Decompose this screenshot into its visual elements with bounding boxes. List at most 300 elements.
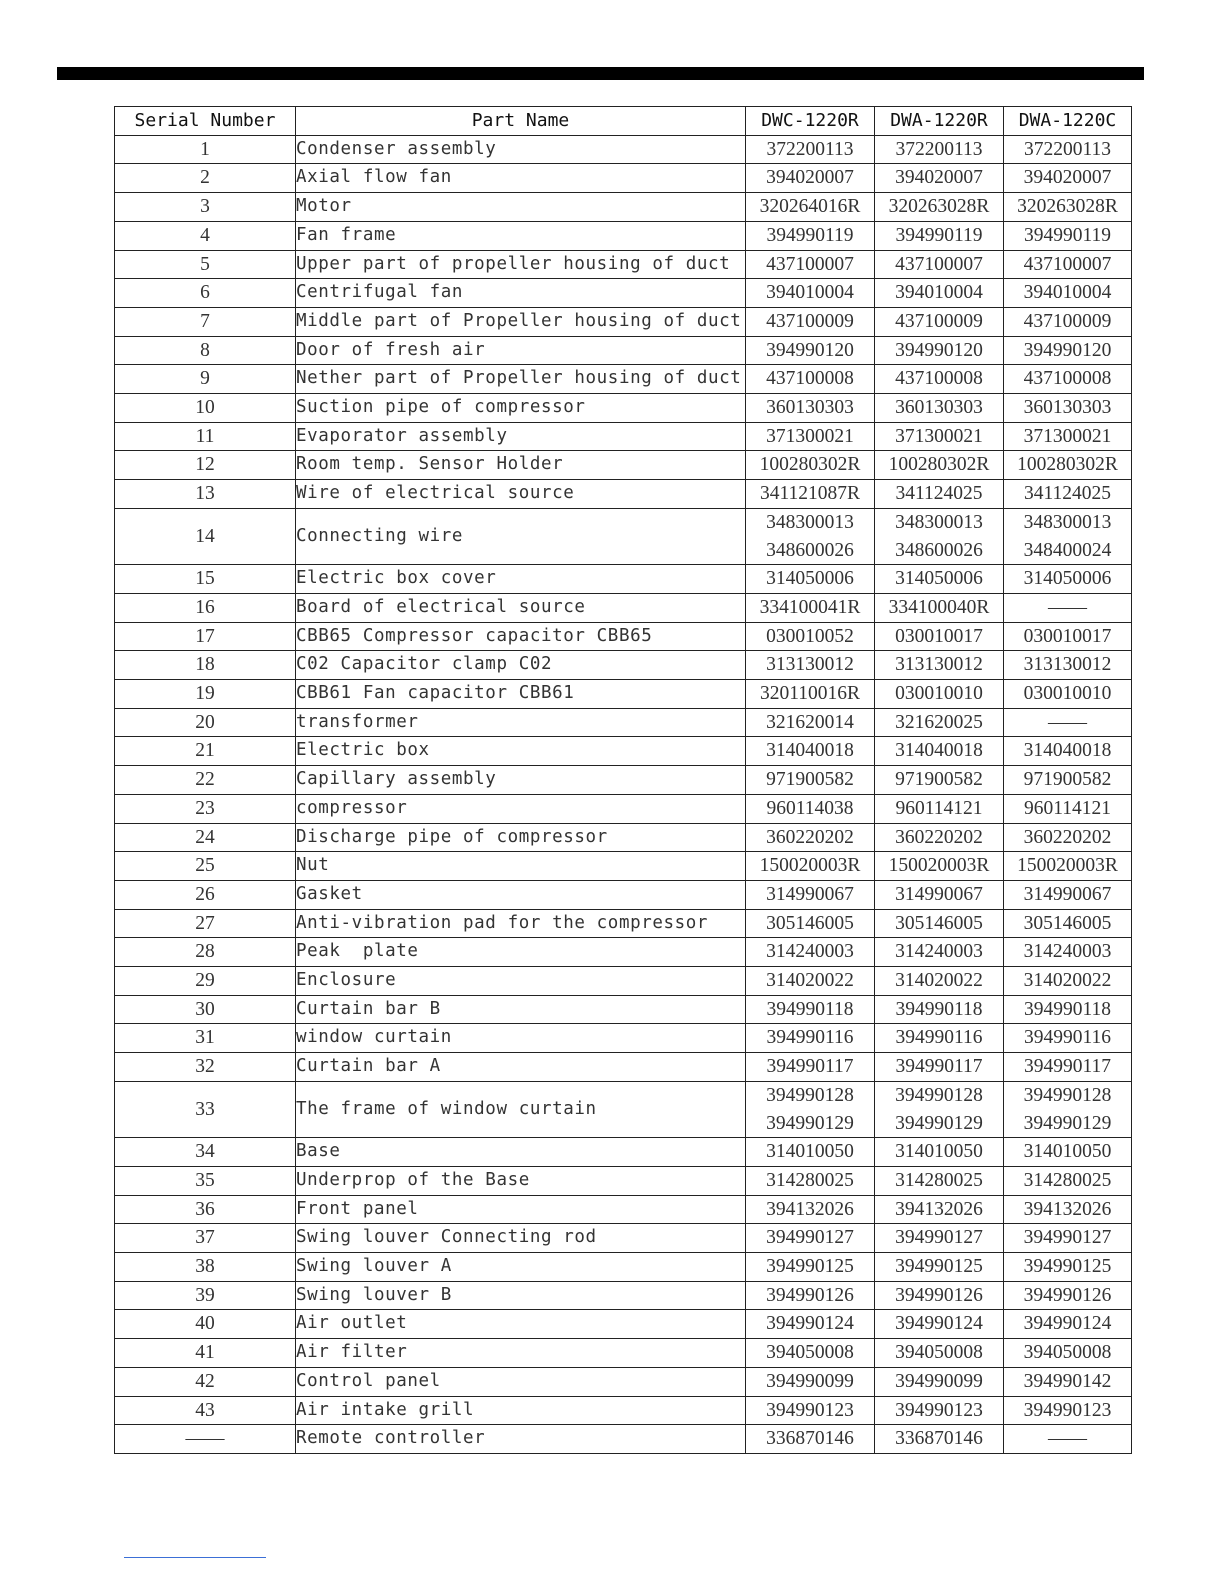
part-code: 360220202 [766, 826, 854, 848]
part-code: 360130303 [1023, 397, 1112, 419]
part-code: 314020022 [766, 970, 854, 992]
serial-cell: 21 [115, 737, 296, 766]
part-code: 372200113 [1023, 138, 1112, 160]
part-name-cell: Swing louver A [296, 1253, 746, 1282]
part-code: 150020003R [759, 855, 861, 877]
part-name-cell: Air outlet [296, 1310, 746, 1339]
part-code: 150020003R [888, 855, 990, 877]
part-code: 030010010 [1023, 683, 1112, 705]
part-code: 394990116 [766, 1027, 854, 1049]
part-code-cell [1004, 852, 1132, 881]
part-code-cell [746, 737, 875, 766]
part-code: 437100008 [895, 368, 983, 390]
part-name-cell: Nether part of Propeller housing of duct [296, 365, 746, 394]
part-code: 394020007 [766, 167, 854, 189]
part-name-cell: Room temp. Sensor Holder [296, 451, 746, 480]
part-name-cell: Enclosure [296, 967, 746, 996]
part-code: 336870146 [895, 1428, 983, 1450]
part-code: 394050008 [895, 1342, 983, 1364]
part-code-cell [1004, 1053, 1132, 1082]
part-code: 314020022 [895, 970, 983, 992]
part-code-cell [1004, 1281, 1132, 1310]
part-code-cell [875, 622, 1004, 651]
serial-cell: 22 [115, 766, 296, 795]
part-code-cell [746, 480, 875, 509]
table-row [115, 938, 1132, 967]
part-code-cell [746, 1195, 875, 1224]
part-code: 314990067 [895, 883, 983, 905]
part-code-cell [1004, 1224, 1132, 1253]
part-code: 394990117 [1023, 1056, 1112, 1078]
part-code: 314040018 [895, 740, 983, 762]
part-code-cell [746, 1396, 875, 1425]
part-code: 437100009 [766, 310, 854, 332]
parts-body [115, 135, 1132, 1453]
part-name-cell: Suction pipe of compressor [296, 394, 746, 423]
serial-cell: 35 [115, 1166, 296, 1195]
part-code-cell [875, 1138, 1004, 1167]
part-name-cell: Centrifugal fan [296, 279, 746, 308]
part-name-cell: Connecting wire [296, 508, 746, 564]
part-name-cell: Curtain bar B [296, 995, 746, 1024]
serial-cell: 5 [115, 250, 296, 279]
part-code: 437100007 [1023, 253, 1112, 275]
part-name-cell: Evaporator assembly [296, 422, 746, 451]
part-code-cell [746, 1024, 875, 1053]
part-code: 314050006 [1023, 568, 1112, 590]
serial-cell: 42 [115, 1367, 296, 1396]
part-code-cell [875, 135, 1004, 164]
part-code-cell [875, 279, 1004, 308]
part-code-cell [1004, 480, 1132, 509]
header-part-name: Part Name [296, 107, 746, 136]
part-code: 100280302R [1017, 454, 1118, 476]
part-code: 394990125 [766, 1256, 854, 1278]
part-code-cell [746, 593, 875, 622]
part-code-cell [875, 737, 1004, 766]
part-code-cell [875, 394, 1004, 423]
table-row [115, 565, 1132, 594]
part-code: 394990116 [1023, 1027, 1112, 1049]
part-code-cell [875, 1396, 1004, 1425]
part-code: 394010004 [1023, 282, 1112, 304]
part-code: 371300021 [1023, 425, 1112, 447]
part-code-cell [875, 680, 1004, 709]
part-code: 360130303 [895, 397, 983, 419]
part-code: 394990116 [895, 1027, 983, 1049]
part-code: 314050006 [895, 568, 983, 590]
part-code-cell [746, 938, 875, 967]
part-code: 394990128 [895, 1084, 983, 1106]
part-code-cell [875, 852, 1004, 881]
part-code: 394010004 [766, 282, 854, 304]
part-code-cell [1004, 1166, 1132, 1195]
part-code: 320110016R [759, 683, 861, 705]
part-code: 150020003R [1017, 855, 1118, 877]
serial-cell: 25 [115, 852, 296, 881]
part-code-cell [746, 995, 875, 1024]
part-code: 313130012 [1023, 654, 1112, 676]
part-code: 314990067 [1023, 883, 1112, 905]
part-code: 314010050 [1023, 1141, 1112, 1163]
part-code: 394010004 [895, 282, 983, 304]
part-code: 394990126 [1023, 1284, 1112, 1306]
part-name-cell: C02 Capacitor clamp C02 [296, 651, 746, 680]
table-row [115, 593, 1132, 622]
serial-cell: 23 [115, 794, 296, 823]
part-code-cell [746, 622, 875, 651]
part-code-cell [1004, 766, 1132, 795]
part-code-cell [746, 508, 875, 564]
part-code: 394990127 [766, 1227, 854, 1249]
part-code: 341121087R [759, 483, 861, 505]
part-code: 334100041R [759, 596, 861, 618]
table-row [115, 995, 1132, 1024]
part-code-cell [875, 995, 1004, 1024]
part-code: 314990067 [766, 883, 854, 905]
part-code-cell [875, 1425, 1004, 1454]
part-code-cell [746, 1310, 875, 1339]
part-name-cell: Electric box cover [296, 565, 746, 594]
serial-cell: 30 [115, 995, 296, 1024]
table-row [115, 365, 1132, 394]
part-code-cell [875, 480, 1004, 509]
part-code: 437100009 [895, 310, 983, 332]
table-row [115, 193, 1132, 222]
part-code-cell [875, 1024, 1004, 1053]
part-code-cell [1004, 995, 1132, 1024]
serial-cell: —— [115, 1425, 296, 1454]
part-code: 321620014 [766, 711, 854, 733]
part-code-cell [746, 250, 875, 279]
serial-cell: 2 [115, 164, 296, 193]
part-name-cell: Curtain bar A [296, 1053, 746, 1082]
part-code-cell [1004, 938, 1132, 967]
part-code-cell [746, 164, 875, 193]
part-code-cell [875, 1367, 1004, 1396]
part-code-cell [875, 508, 1004, 564]
part-code-cell [1004, 1195, 1132, 1224]
part-code-cell [875, 193, 1004, 222]
part-code: 394132026 [1023, 1198, 1112, 1220]
part-code-cell [1004, 1024, 1132, 1053]
part-name-cell: Electric box [296, 737, 746, 766]
part-name-cell: The frame of window curtain [296, 1081, 746, 1137]
table-row [115, 766, 1132, 795]
part-code: 314240003 [1023, 941, 1112, 963]
part-code: 313130012 [766, 654, 854, 676]
part-code-cell [875, 422, 1004, 451]
part-code: 394990123 [1023, 1399, 1112, 1421]
part-code-cell [746, 422, 875, 451]
parts-table [114, 106, 1132, 1454]
table-row [115, 1339, 1132, 1368]
serial-cell: 29 [115, 967, 296, 996]
table-row [115, 1281, 1132, 1310]
part-code-cell [875, 336, 1004, 365]
table-row [115, 909, 1132, 938]
part-code-cell [746, 1367, 875, 1396]
part-code: 394050008 [766, 1342, 854, 1364]
part-code-cell [746, 451, 875, 480]
part-code-cell [1004, 1425, 1132, 1454]
part-name-cell: Axial flow fan [296, 164, 746, 193]
serial-cell: 37 [115, 1224, 296, 1253]
serial-cell: 19 [115, 680, 296, 709]
part-name-cell: Upper part of propeller housing of duct [296, 250, 746, 279]
part-name-cell: Remote controller [296, 1425, 746, 1454]
part-code: 394990118 [766, 998, 854, 1020]
table-row [115, 823, 1132, 852]
part-code-cell [746, 336, 875, 365]
part-code: 100280302R [759, 454, 861, 476]
part-name-cell: Swing louver B [296, 1281, 746, 1310]
part-code-cell [746, 880, 875, 909]
part-name-cell: Control panel [296, 1367, 746, 1396]
serial-cell: 39 [115, 1281, 296, 1310]
part-code: 030010052 [766, 625, 854, 647]
part-code-cell [746, 1253, 875, 1282]
part-code: 348400024 [1023, 539, 1112, 561]
table-row [115, 422, 1132, 451]
part-code: 394990127 [1023, 1227, 1112, 1249]
part-code: 313130012 [895, 654, 983, 676]
part-code-cell [875, 164, 1004, 193]
serial-cell: 17 [115, 622, 296, 651]
part-name-cell: Front panel [296, 1195, 746, 1224]
part-code-cell [746, 852, 875, 881]
part-code: 437100009 [1023, 310, 1112, 332]
part-code: 100280302R [888, 454, 990, 476]
serial-cell: 16 [115, 593, 296, 622]
table-row [115, 622, 1132, 651]
part-code-cell [875, 909, 1004, 938]
part-code-cell [875, 651, 1004, 680]
part-code-cell [1004, 394, 1132, 423]
table-row [115, 1138, 1132, 1167]
table-row [115, 737, 1132, 766]
table-row [115, 708, 1132, 737]
part-code-cell [1004, 279, 1132, 308]
part-code: 314040018 [766, 740, 854, 762]
serial-cell: 43 [115, 1396, 296, 1425]
part-name-cell: Base [296, 1138, 746, 1167]
part-code: 971900582 [766, 769, 854, 791]
serial-cell: 38 [115, 1253, 296, 1282]
part-code-cell [1004, 565, 1132, 594]
header-row [115, 107, 1132, 136]
part-code: 394990129 [895, 1112, 983, 1134]
part-code: 960114121 [895, 797, 983, 819]
part-code: 371300021 [766, 425, 854, 447]
serial-cell: 33 [115, 1081, 296, 1137]
part-code: 360130303 [766, 397, 854, 419]
serial-cell: 10 [115, 394, 296, 423]
part-code: 305146005 [1023, 912, 1112, 934]
part-code-cell [875, 823, 1004, 852]
part-name-cell: Anti-vibration pad for the compressor [296, 909, 746, 938]
part-code-cell [1004, 967, 1132, 996]
part-code-cell [746, 1081, 875, 1137]
part-code: 314280025 [1023, 1169, 1112, 1191]
part-code-cell [746, 1166, 875, 1195]
table-row [115, 1310, 1132, 1339]
part-code: 348300013 [895, 511, 983, 533]
part-code: 437100007 [766, 253, 854, 275]
table-row [115, 1081, 1132, 1137]
serial-cell: 8 [115, 336, 296, 365]
part-code: 314240003 [895, 941, 983, 963]
part-code-cell [1004, 1339, 1132, 1368]
serial-cell: 6 [115, 279, 296, 308]
table-row [115, 680, 1132, 709]
part-name-cell: CBB65 Compressor capacitor CBB65 [296, 622, 746, 651]
part-code: 320263028R [888, 196, 990, 218]
table-row [115, 451, 1132, 480]
part-name-cell: Swing louver Connecting rod [296, 1224, 746, 1253]
part-code: 394990119 [1023, 224, 1112, 246]
part-code-cell [746, 307, 875, 336]
part-name-cell: Middle part of Propeller housing of duct [296, 307, 746, 336]
part-code: 360220202 [895, 826, 983, 848]
part-code: 348600026 [895, 539, 983, 561]
serial-cell: 41 [115, 1339, 296, 1368]
part-name-cell: transformer [296, 708, 746, 737]
part-code: 394990117 [895, 1056, 983, 1078]
serial-cell: 18 [115, 651, 296, 680]
part-code: 334100040R [888, 596, 990, 618]
table-row [115, 508, 1132, 564]
part-code: 320263028R [1017, 196, 1118, 218]
part-code-cell [1004, 1138, 1132, 1167]
table-row [115, 967, 1132, 996]
part-code-cell [746, 279, 875, 308]
part-code-cell [875, 1339, 1004, 1368]
part-code-cell [746, 680, 875, 709]
part-code-cell [746, 1425, 875, 1454]
table-row [115, 135, 1132, 164]
part-code-cell [875, 593, 1004, 622]
part-code: 314280025 [766, 1169, 854, 1191]
part-code-cell [746, 1281, 875, 1310]
part-code-cell [1004, 880, 1132, 909]
part-code: 394990120 [895, 339, 983, 361]
part-code-cell [746, 1224, 875, 1253]
part-code: 372200113 [766, 138, 854, 160]
part-code: 394020007 [895, 167, 983, 189]
serial-cell: 26 [115, 880, 296, 909]
part-code-cell [746, 193, 875, 222]
serial-cell: 24 [115, 823, 296, 852]
part-name-cell: Fan frame [296, 221, 746, 250]
part-code: 348600026 [766, 539, 854, 561]
table-row [115, 651, 1132, 680]
part-code-cell [1004, 336, 1132, 365]
part-code-cell [1004, 508, 1132, 564]
table-row [115, 394, 1132, 423]
part-code-cell [875, 250, 1004, 279]
table-row [115, 880, 1132, 909]
part-name-cell: Air intake grill [296, 1396, 746, 1425]
part-code-cell [1004, 135, 1132, 164]
serial-cell: 13 [115, 480, 296, 509]
part-code-cell [875, 1053, 1004, 1082]
part-code: 394990126 [895, 1284, 983, 1306]
part-code-cell [1004, 193, 1132, 222]
part-code-cell [875, 967, 1004, 996]
part-code: 394990118 [1023, 998, 1112, 1020]
part-code-cell [1004, 1396, 1132, 1425]
serial-cell: 9 [115, 365, 296, 394]
part-code-cell [1004, 680, 1132, 709]
part-code-cell [746, 766, 875, 795]
serial-cell: 28 [115, 938, 296, 967]
part-name-cell: Capillary assembly [296, 766, 746, 795]
part-code: 394990119 [766, 224, 854, 246]
part-name-cell: Nut [296, 852, 746, 881]
table-row [115, 1166, 1132, 1195]
part-code-cell [746, 1053, 875, 1082]
part-name-cell: Gasket [296, 880, 746, 909]
part-name-cell: Door of fresh air [296, 336, 746, 365]
part-code: 394990125 [1023, 1256, 1112, 1278]
serial-cell: 20 [115, 708, 296, 737]
part-code: 437100008 [766, 368, 854, 390]
part-code-cell [1004, 651, 1132, 680]
part-code-cell [1004, 794, 1132, 823]
part-code: 341124025 [1023, 483, 1112, 505]
part-code: —— [1048, 1428, 1087, 1450]
part-code: 394990099 [766, 1370, 854, 1392]
part-code: 394990129 [1023, 1112, 1112, 1134]
part-code-cell [1004, 708, 1132, 737]
part-name-cell: Wire of electrical source [296, 480, 746, 509]
table-row [115, 480, 1132, 509]
part-code: 394990124 [1023, 1313, 1112, 1335]
part-code-cell [746, 221, 875, 250]
serial-cell: 12 [115, 451, 296, 480]
part-code: 971900582 [1023, 769, 1112, 791]
part-code: 394990128 [1023, 1084, 1112, 1106]
part-code: 394990124 [766, 1313, 854, 1335]
part-code-cell [1004, 622, 1132, 651]
serial-cell: 3 [115, 193, 296, 222]
table-row [115, 221, 1132, 250]
part-code-cell [746, 565, 875, 594]
part-code: 030010010 [895, 683, 983, 705]
part-code: 314020022 [1023, 970, 1112, 992]
part-code-cell [1004, 823, 1132, 852]
part-code-cell [746, 708, 875, 737]
part-code-cell [746, 823, 875, 852]
part-code-cell [875, 880, 1004, 909]
part-code-cell [1004, 164, 1132, 193]
table-row [115, 852, 1132, 881]
part-code: 394990119 [895, 224, 983, 246]
part-name-cell: Motor [296, 193, 746, 222]
part-code-cell [875, 1310, 1004, 1339]
part-code-cell [875, 938, 1004, 967]
part-code: 348300013 [1023, 511, 1112, 533]
part-code-cell [875, 708, 1004, 737]
part-code: 394990125 [895, 1256, 983, 1278]
part-code-cell [875, 1253, 1004, 1282]
part-code: 960114121 [1023, 797, 1112, 819]
part-code: 341124025 [895, 483, 983, 505]
serial-cell: 14 [115, 508, 296, 564]
table-row [115, 1425, 1132, 1454]
serial-cell: 7 [115, 307, 296, 336]
